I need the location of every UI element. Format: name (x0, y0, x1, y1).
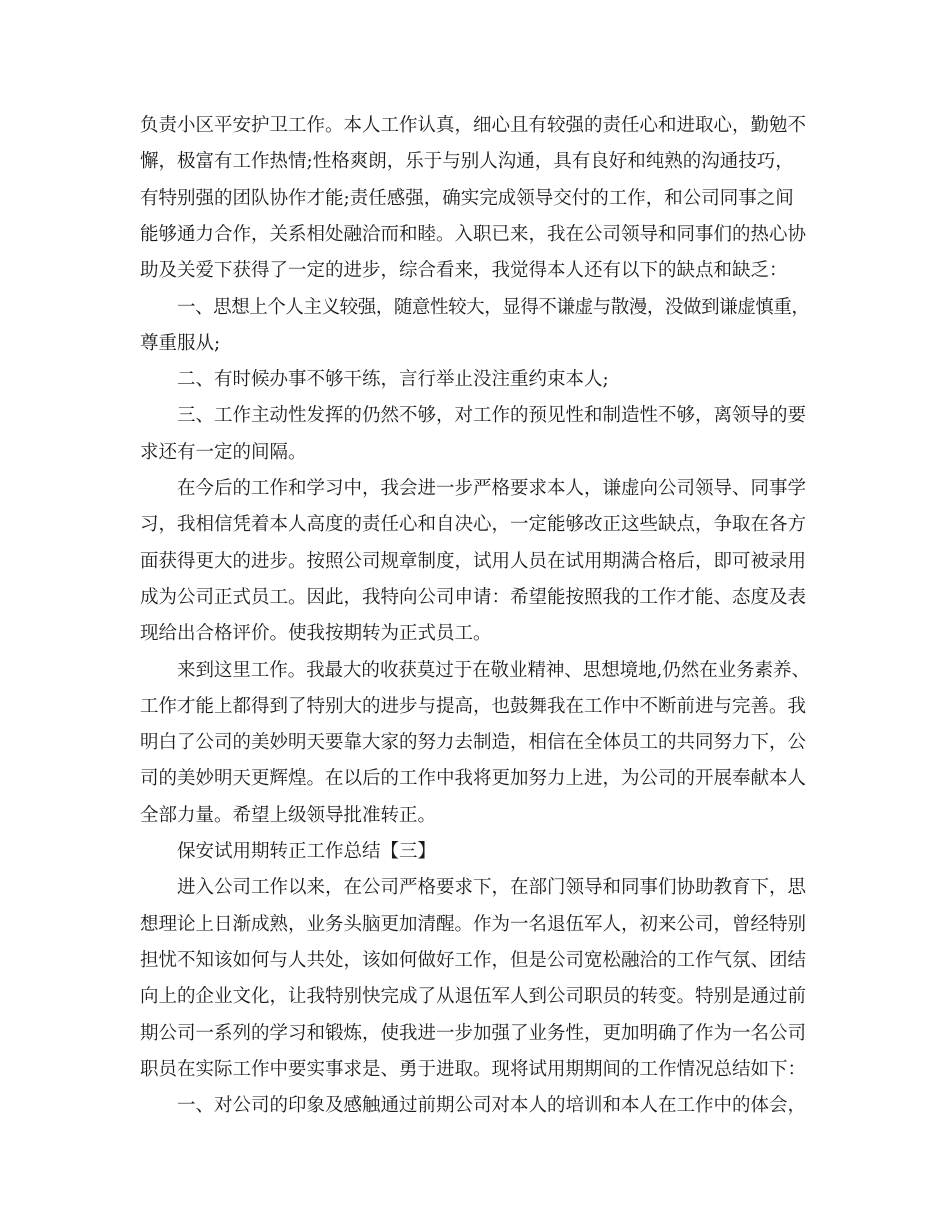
text-line: 向上的企业文化，让我特别快完成了从退伍军人到公司职员的转变。特别是通过前 (140, 986, 807, 1008)
text-line: 助及关爱下获得了一定的进步，综合看来，我觉得本人还有以下的缺点和缺乏： (140, 260, 788, 282)
text-line: 司的美妙明天更辉煌。在以后的工作中我将更加努力上进，为公司的开展奉献本人 (140, 768, 807, 790)
text-line: 保安试用期转正工作总结【三】 (177, 841, 437, 862)
text-line: 想理论上日渐成熟，业务头脑更加清醒。作为一名退伍军人，初来公司，曾经特别 (140, 913, 807, 935)
text-line: 求还有一定的间隔。 (140, 441, 307, 463)
text-line: 进入公司工作以来，在公司严格要求下，在部门领导和同事们协助教育下，思 (177, 877, 807, 899)
text-line: 有特别强的团队协作才能;责任感强，确实完成领导交付的工作，和公司同事之间 (140, 187, 794, 209)
text-line: 负责小区平安护卫工作。本人工作认真，细心且有较强的责任心和进取心，勤勉不 (140, 115, 807, 136)
text-line: 全部力量。希望上级领导批准转正。 (140, 804, 437, 826)
text-line: 二、有时候办事不够干练，言行举止没注重约束本人; (177, 369, 609, 391)
text-line: 来到这里工作。我最大的收获莫过于在敬业精神、思想境地,仍然在业务素养、 (177, 659, 810, 681)
text-line: 尊重服从; (140, 332, 221, 354)
text-line: 现给出合格评价。使我按期转为正式员工。 (140, 623, 492, 645)
text-line: 成为公司正式员工。因此，我特向公司申请：希望能按照我的工作才能、态度及表 (140, 586, 807, 608)
text-line: 懈，极富有工作热情;性格爽朗，乐于与别人沟通，具有良好和纯熟的沟通技巧， (140, 151, 794, 173)
text-line: 一、对公司的印象及感触通过前期公司对本人的培训和本人在工作中的体会， (177, 1095, 807, 1117)
text-line: 一、思想上个人主义较强，随意性较大，显得不谦虚与散漫，没做到谦虚慎重， (177, 296, 810, 318)
text-line: 能够通力合作，关系相处融洽而和睦。入职已来，我在公司领导和同事们的热心协 (140, 223, 807, 245)
text-line: 三、工作主动性发挥的仍然不够，对工作的预见性和制造性不够，离领导的要 (177, 405, 807, 427)
text-line: 明白了公司的美妙明天要靠大家的努力去制造，相信在全体员工的共同努力下，公 (140, 732, 807, 754)
text-line: 在今后的工作和学习中，我会进一步严格要求本人，谦虚向公司领导、同事学 (177, 478, 807, 499)
text-line: 担忧不知该如何与人共处，该如何做好工作，但是公司宽松融洽的工作气氛、团结 (140, 949, 807, 971)
text-line: 习，我相信凭着本人高度的责任心和自决心，一定能够改正这些缺点，争取在各方 (140, 514, 807, 536)
text-line: 面获得更大的进步。按照公司规章制度，试用人员在试用期满合格后，即可被录用 (140, 550, 807, 572)
text-line: 职员在实际工作中要实事求是、勇于进取。现将试用期期间的工作情况总结如下： (140, 1058, 807, 1080)
text-line: 工作才能上都得到了特别大的进步与提高，也鼓舞我在工作中不断前进与完善。我 (140, 695, 807, 717)
text-line: 期公司一系列的学习和锻炼，使我进一步加强了业务性，更加明确了作为一名公司 (140, 1022, 807, 1044)
